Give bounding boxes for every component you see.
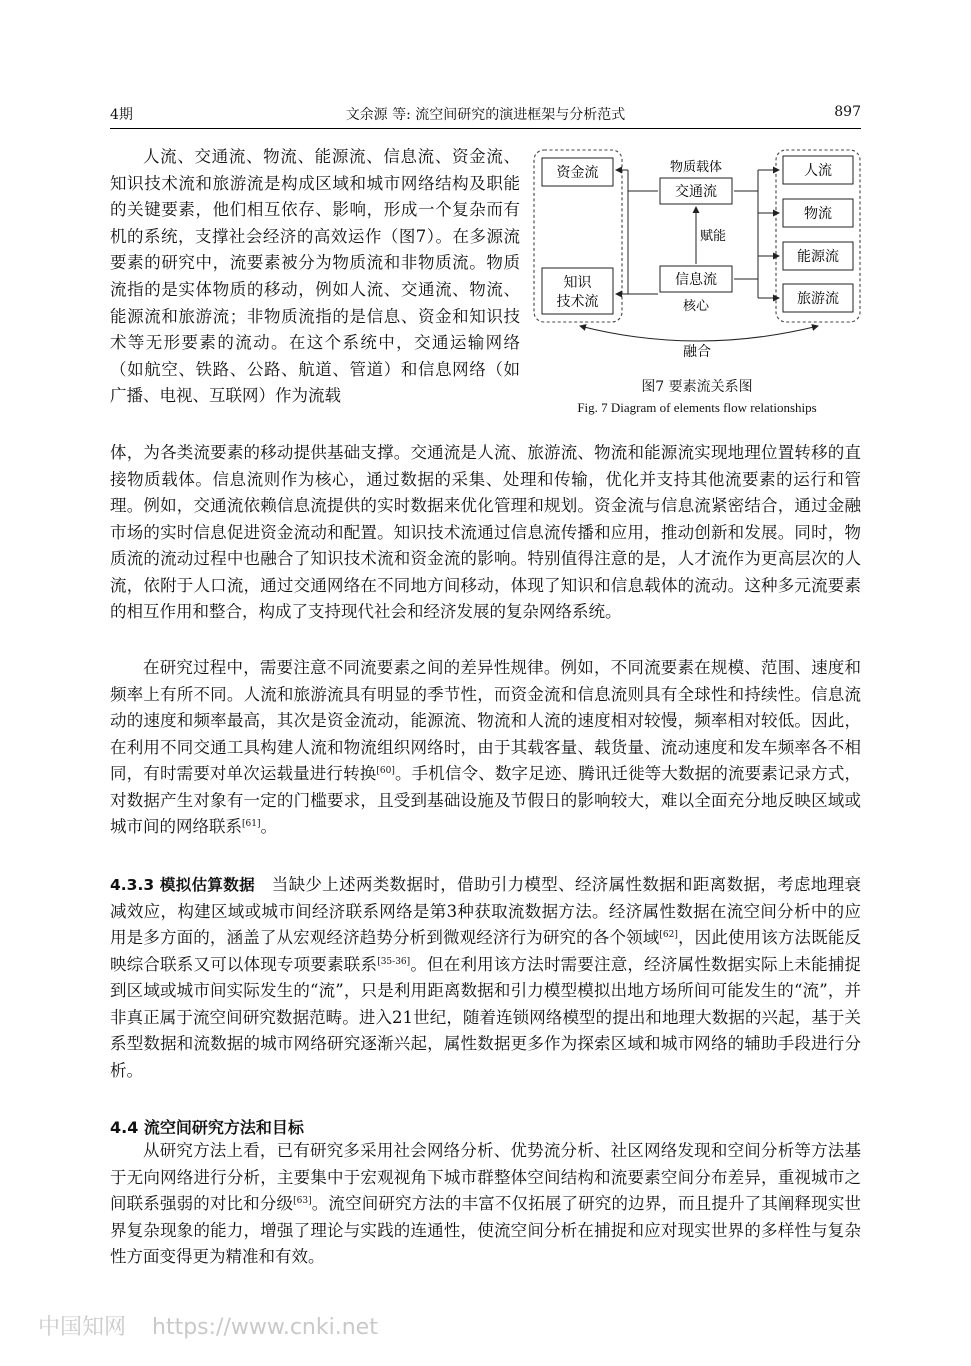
cnki-watermark — [38, 1310, 378, 1341]
label-material-carrier: 物质载体 — [669, 160, 723, 175]
watermark-url: https://www.cnki.net — [152, 1315, 378, 1340]
header-rule — [110, 128, 861, 129]
watermark-site-name: 中国知网 — [38, 1315, 127, 1340]
label-people-flow: 人流 — [804, 163, 832, 179]
label-energy-flow: 能源流 — [797, 249, 839, 265]
label-empower: 赋能 — [700, 229, 727, 244]
citation-35-36: [35-36] — [377, 956, 411, 967]
paragraph-3 — [110, 872, 861, 1084]
label-knowledge-line1: 知识 — [563, 275, 592, 291]
paragraph-4 — [110, 1138, 861, 1271]
label-knowledge-line2: 技术流 — [556, 294, 599, 310]
paragraph-1-wrapped: 人流、交通流、物流、能源流、信息流、资金流、知识技术流和旅游流是构成区域和城市网络结构及职能的关键要素，他们相互依存、影响，形成一个复杂而有机的系统，支撑社会经济的高效运作（图7）。在多源流要素的研究中，流要素被分为物质流和非物质流。物质流指的是实体物质的移动，例如人流、交通流、物流、能源流和旅游流；非物质流指的是信息、资金和知识技术等无形要素的流动。在这个系统中，交通运输网络（如航空、铁路、公路、航道、管道）和信息网络（如广播、电视、互联网）作为流载 — [110, 147, 520, 406]
label-tourism-flow: 旅游流 — [797, 291, 839, 307]
p2-text-a: 在研究过程中，需要注意不同流要素之间的差异性规律。例如，不同流要素在规模、范围、速度和频率上有所不同。人流和旅游流具有明显的季节性，而资金流和信息流则具有全球性和持续性。信息流动的速度和频率最高，其次是资金流动，能源流、物流和人流的速度相对较慢，频率相对较低。因此，在利用不同交通工具构建人流和物流组织网络时，由于其载客量、载货量、流动速度和发车频率各不相同，有时需要对单次运载量进行转换 — [110, 658, 861, 783]
issue-label: 4期 — [110, 107, 133, 123]
citation-63: [63] — [293, 1196, 312, 1206]
fusion-arc — [580, 326, 818, 341]
section-heading-4-3-3: 4.3.3 模拟估算数据 — [110, 876, 255, 894]
running-header — [110, 104, 861, 126]
figure-caption-en: Fig. 7 Diagram of elements flow relationships — [577, 400, 817, 415]
p4-text-a: 从研究方法上看，已有研究多采用社会网络分析、优势流分析、社区网络发现和空间分析等方法基于无向网络进行分析，主要集中于宏观视角下城市群整体空间结构和流要素空间分布差异，重视城市之间联系强弱的对比和分级 — [110, 1141, 861, 1213]
label-traffic-flow: 交通流 — [675, 184, 717, 200]
label-core: 核心 — [682, 299, 710, 314]
p2-text-b: 。手机信令、数字足迹、腾讯迁徙等大数据的流要素记录方式，对数据产生对象有一定的门槛要求，且受到基础设施及节假日的影响较大，难以全面充分地反映区域或城市间的网络联系 — [110, 764, 862, 836]
section-heading-4-4: 4.4 流空间研究方法和目标 — [110, 1118, 304, 1137]
p2-text-c: 。 — [260, 817, 277, 836]
figure-caption-cn: 图7 要素流关系图 — [641, 379, 753, 395]
citation-61: [61] — [242, 819, 261, 829]
paragraph-1-continued: 体，为各类流要素的移动提供基础支撑。交通流是人流、旅游流、物流和能源流实现地理位置转移的直接物质载体。信息流则作为核心，通过数据的采集、处理和传输，优化并支持其他流要素的运行和管理。例如，交通流依赖信息流提供的实时数据来优化管理和规划。资金流与信息流紧密结合，通过金融市场的实时信息促进资金流动和配置。知识技术流通过信息流传播和应用，推动创新和发展。同时，物质流的流动过程中也融合了知识技术流和资金流的影响。特别值得注意的是，人才流作为更高层次的人流，依附于人口流，通过交通网络在不同地方间移动，体现了知识和信息载体的流动。这种多元流要素的相互作用和整合，构成了支持现代社会和经济发展的复杂网络系统。 — [110, 443, 861, 621]
citation-62: [62] — [659, 930, 678, 940]
label-capital-flow: 资金流 — [556, 165, 599, 181]
paragraph-2 — [110, 655, 861, 841]
running-title: 文余源 等: 流空间研究的演进框架与分析范式 — [345, 107, 626, 123]
label-fusion: 融合 — [683, 344, 711, 360]
p3-text-a: 当缺少上述两类数据时，借助引力模型、经济属性数据和距离数据，考虑地理衰减效应，构建区域或城市间经济联系网络是第3种获取流数据方法。经济属性数据在流空间分析中的应用是多方面的，涵盖了从宏观经济趋势分析到微观经济行为研究的各个领域 — [110, 875, 861, 947]
p3-text-b: ，因此使用该方法既能反映综合联系又可以体现专项要素联系 — [110, 928, 862, 974]
page-number: 897 — [834, 104, 861, 120]
label-info-flow: 信息流 — [675, 272, 717, 288]
label-logistics-flow: 物流 — [804, 206, 832, 222]
p4-text-b: 。流空间研究方法的丰富不仅拓展了研究的边界，而且提升了其阐释现实世界复杂现象的能力，增强了理论与实践的连通性，使流空间分析在捕捉和应对现实世界的多样性与复杂性方面变得更为精准和有效。 — [110, 1194, 862, 1266]
p3-text-c: 。但在利用该方法时需要注意，经济属性数据实际上未能捕捉到区域或城市间实际发生的“流”，只是利用距离数据和引力模型模拟出地方场所间可能发生的“流”，并非真正属于流空间研究数据范畴。进入21世纪，随着连锁网络模型的提出和地理大数据的兴起，基于关系型数据和流数据的城市网络研究逐渐兴起，属性数据更多作为探索区域和城市网络的辅助手段进行分析。 — [110, 954, 862, 1080]
citation-60: [60] — [376, 766, 395, 776]
